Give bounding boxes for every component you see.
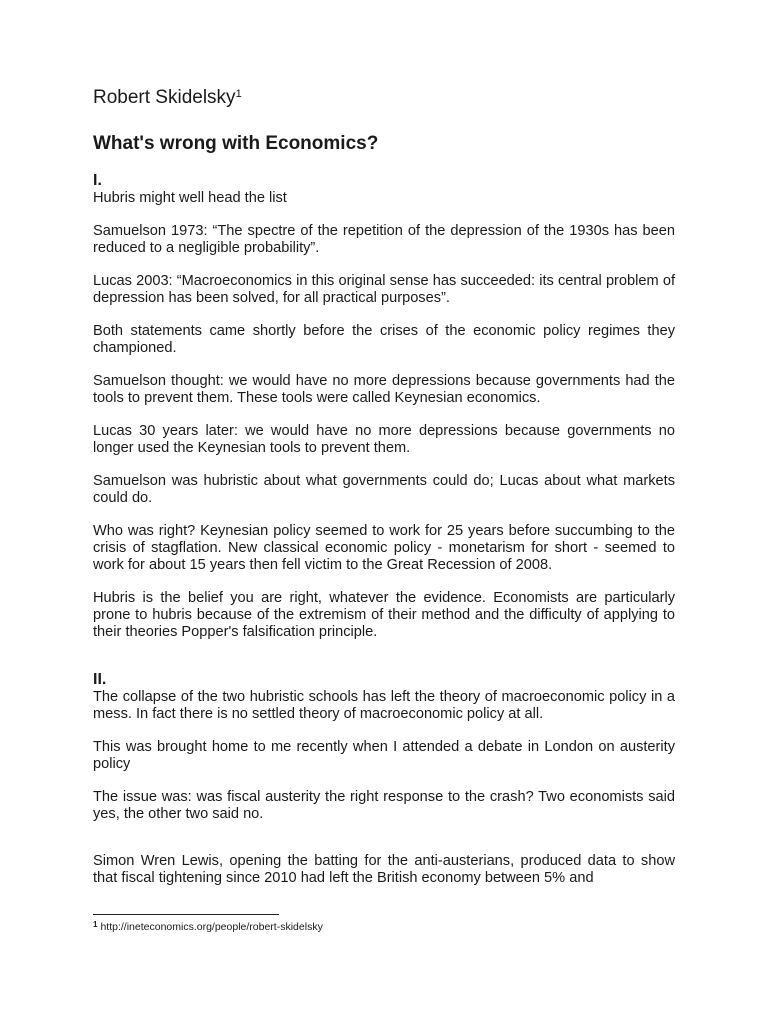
paragraph: Samuelson 1973: “The spectre of the repetition of the depression of the 1930s has been reduced to a negligible probability”.: [93, 223, 675, 256]
paragraph: Who was right? Keynesian policy seemed to work for 25 years before succumbing to the crisis of stagflation. New classical economic policy - monetarism for short - seemed to work for about 15 years then fell victim to the Great Recession of 2008.: [93, 523, 675, 573]
author-text: Robert Skidelsky: [93, 87, 236, 108]
paragraph: Simon Wren Lewis, opening the batting for the anti-austerians, produced data to show that fiscal tightening since 2010 had left the British economy between 5% and: [93, 853, 675, 886]
paragraph: Lucas 30 years later: we would have no more depressions because governments no longer used the Keynesian tools to prevent them.: [93, 423, 675, 456]
footnote: [93, 920, 323, 934]
footnote-reference: 1: [235, 88, 242, 100]
paragraph: Samuelson thought: we would have no more depressions because governments had the tools to prevent them. These tools were called Keynesian economics.: [93, 373, 675, 406]
section-heading-2: II.: [93, 671, 107, 688]
paragraph: The collapse of the two hubristic schools has left the theory of macroeconomic policy in a mess. In fact there is no settled theory of macroeconomic policy at all.: [93, 689, 675, 722]
document-title: What's wrong with Economics?: [93, 133, 379, 154]
paragraph: Hubris is the belief you are right, whatever the evidence. Economists are particularly prone to hubris because of the extremism of their method and the difficulty of applying to their theories Popper's falsification principle.: [93, 590, 675, 640]
paragraph: Both statements came shortly before the crises of the economic policy regimes they championed.: [93, 323, 675, 356]
paragraph: Samuelson was hubristic about what governments could do; Lucas about what markets could do.: [93, 473, 675, 506]
footnote-marker: 1: [93, 920, 98, 929]
paragraph: The issue was: was fiscal austerity the right response to the crash? Two economists said yes, the other two said no.: [93, 789, 675, 822]
paragraph: Hubris might well head the list: [93, 190, 287, 206]
section-heading-1: I.: [93, 172, 102, 189]
author-name: [93, 86, 242, 110]
footnote-divider: [93, 914, 279, 915]
document-body: [93, 172, 675, 903]
paragraph: This was brought home to me recently when I attended a debate in London on austerity policy: [93, 739, 675, 772]
footnote-link[interactable]: http://ineteconomics.org/people/robert-skidelsky: [100, 921, 323, 933]
paragraph: Lucas 2003: “Macroeconomics in this original sense has succeeded: its central problem of depression has been solved, for all practical purposes”.: [93, 273, 675, 306]
